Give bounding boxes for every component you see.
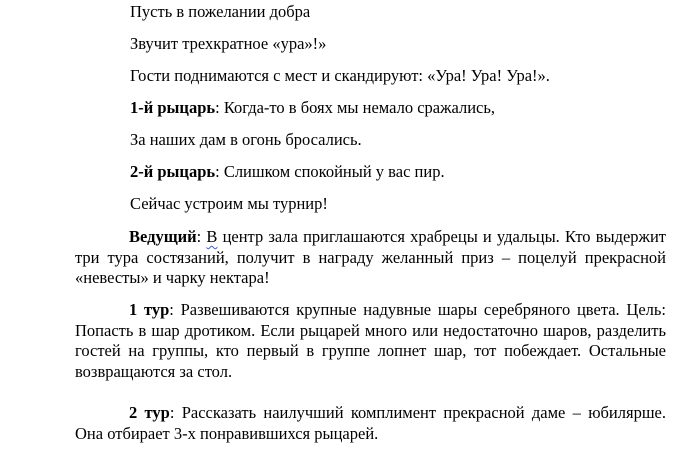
round-label: 2 тур: [129, 403, 170, 422]
speaker-name: 1-й рыцарь: [130, 98, 216, 117]
spellcheck-flagged-word[interactable]: В: [206, 227, 218, 246]
host-paragraph: [75, 227, 666, 289]
line-text: За наших дам в огонь бросались.: [130, 130, 362, 149]
line-text: : Когда-то в боях мы немало сражались,: [215, 98, 496, 117]
colon: :: [196, 227, 207, 246]
text-line: [130, 2, 310, 22]
speaker-name: Ведущий: [129, 227, 197, 246]
round-label: 1 тур: [129, 300, 170, 319]
paragraph-text: центр зала приглашаются храбрецы и удальцы. Кто выдержит три тура состязаний, получит в награду желанный приз – поцелуй прекрасной «невесты» и чарку нектара!: [75, 227, 666, 287]
text-line: [130, 34, 326, 54]
stage-direction: [130, 66, 550, 86]
speaker-line: [130, 98, 495, 118]
paragraph-text: : Рассказать наилучший комплимент прекрасной даме – юбилярше. Она отбирает 3-х понравившихся рыцарей.: [75, 403, 666, 443]
line-text: : Слишком спокойный у вас пир.: [215, 162, 445, 181]
round-paragraph: [75, 403, 666, 444]
line-text: Пусть в пожелании добра: [130, 2, 311, 21]
line-text: Гости поднимаются с мест и скандируют: «Ура! Ура! Ура!».: [130, 66, 550, 85]
speaker-line: [130, 162, 445, 182]
paragraph-text: : Развешиваются крупные надувные шары серебряного цвета. Цель: Попасть в шар дротиком. Если рыцарей много или недостаточно шаров, разделить гостей на группы, кто первый в группе лопнет шар, тот побеждает. Остальные возвращаются за стол.: [75, 300, 666, 381]
line-text: Сейчас устроим мы турнир!: [130, 194, 328, 213]
speaker-name: 2-й рыцарь: [130, 162, 216, 181]
text-line: [130, 194, 328, 214]
text-line: [130, 130, 362, 150]
line-text: Звучит трехкратное «ура»!»: [130, 34, 327, 53]
round-paragraph: [75, 300, 666, 382]
